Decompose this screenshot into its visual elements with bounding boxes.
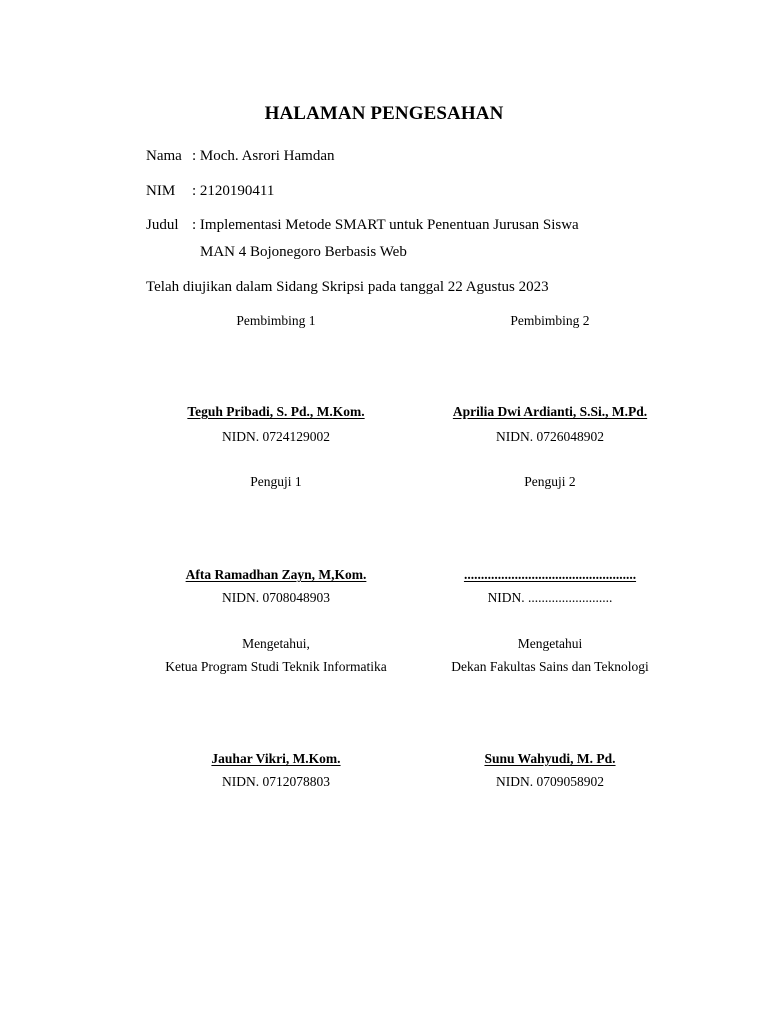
field-judul (146, 215, 579, 235)
field-judul-label: Judul (146, 217, 179, 233)
pembimbing-2-role: Pembimbing 2 (510, 313, 590, 328)
mengetahui-1-role: Mengetahui, (242, 636, 310, 651)
field-nama (146, 146, 334, 166)
pembimbing-1-role: Pembimbing 1 (236, 313, 316, 328)
pembimbing-1-name: Teguh Pribadi, S. Pd., M.Kom. (187, 404, 365, 419)
pembimbing-1-nidn: NIDN. 0724129002 (222, 429, 330, 444)
field-nim (146, 181, 274, 201)
pembimbing-2-nidn: NIDN. 0726048902 (496, 429, 604, 444)
field-judul-value-line2: MAN 4 Bojonegoro Berbasis Web (200, 244, 407, 260)
mengetahui-1-name: Jauhar Vikri, M.Kom. (211, 751, 341, 766)
mengetahui-2-nidn: NIDN. 0709058902 (496, 774, 604, 789)
penguji-2-name: ................................................... (463, 567, 637, 582)
field-nama-value: : Moch. Asrori Hamdan (192, 148, 335, 164)
exam-statement: Telah diujikan dalam Sidang Skripsi pada tanggal 22 Agustus 2023 (146, 279, 549, 295)
field-nama-label: Nama (146, 148, 182, 164)
mengetahui-2-position: Dekan Fakultas Sains dan Teknologi (451, 659, 649, 674)
field-nim-value: : 2120190411 (192, 183, 275, 199)
mengetahui-2-name: Sunu Wahyudi, M. Pd. (484, 751, 616, 766)
field-judul-value-line1: : Implementasi Metode SMART untuk Penentuan Jurusan Siswa (192, 217, 579, 233)
pembimbing-2-name: Aprilia Dwi Ardianti, S.Si., M.Pd. (452, 404, 648, 419)
field-nim-label: NIM (146, 183, 176, 199)
mengetahui-1-position: Ketua Program Studi Teknik Informatika (165, 659, 387, 674)
penguji-2-nidn: NIDN. ......................... (487, 590, 613, 605)
penguji-2-role: Penguji 2 (524, 474, 576, 489)
page-title: HALAMAN PENGESAHAN (264, 103, 504, 124)
mengetahui-1-nidn: NIDN. 0712078803 (222, 774, 330, 789)
mengetahui-2-role: Mengetahui (517, 636, 583, 651)
penguji-1-name: Afta Ramadhan Zayn, M,Kom. (185, 567, 367, 582)
penguji-1-role: Penguji 1 (250, 474, 302, 489)
penguji-1-nidn: NIDN. 0708048903 (222, 590, 330, 605)
